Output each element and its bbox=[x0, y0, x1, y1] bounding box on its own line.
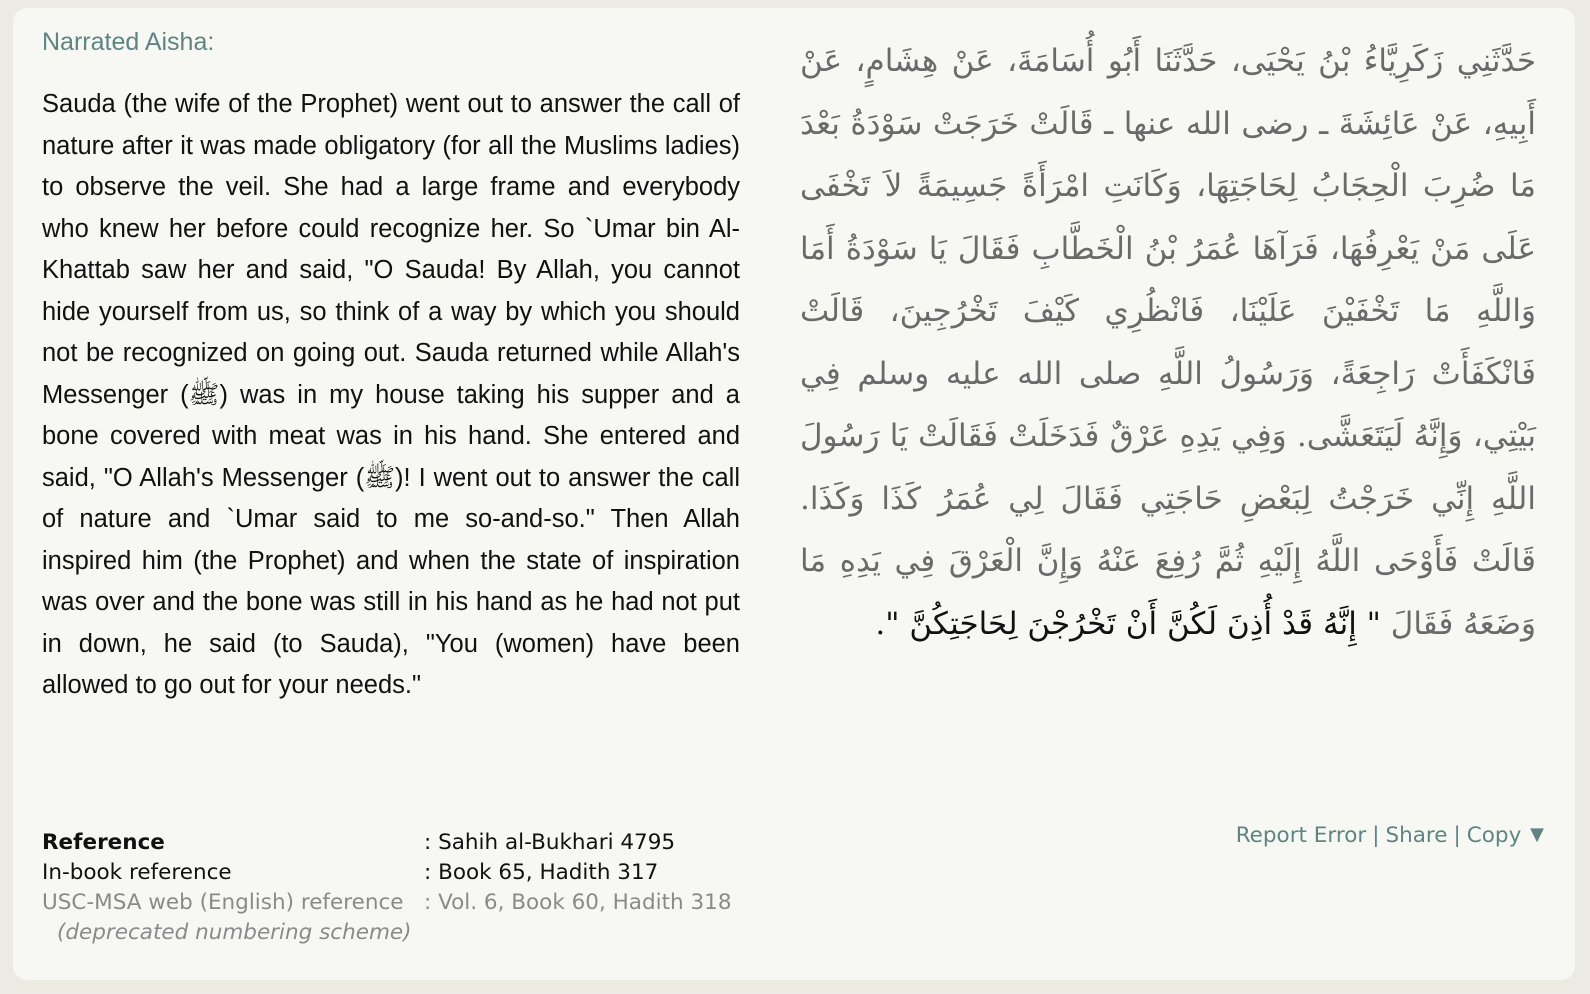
separator: | bbox=[1372, 823, 1380, 848]
arabic-prophet-quote: " إِنَّهُ قَدْ أُذِنَ لَكُنَّ أَنْ تَخْرُجْنَ لِحَاجَتِكُنَّ ". bbox=[875, 605, 1381, 642]
caret-down-icon: ▼ bbox=[1530, 824, 1544, 845]
in-book-reference-value: : Book 65, Hadith 317 bbox=[424, 860, 659, 885]
english-hadith-text: Sauda (the wife of the Prophet) went out to answer the call of nature after it was made obligatory (for all the Muslims ladies) to observe the veil. She had a large frame and everybody who knew her before could recognize her. So `Umar bin Al-Khattab saw her and said, "O Sauda! By Allah, you cannot hide yourself from us, so think of a way by which you should not be recognized on going out. Sauda returned while Allah's Messenger (ﷺ) was in my house taking his supper and a bone covered with meat was in his hand. She entered and said, "O Allah's Messenger (ﷺ)! I went out to answer the call of nature and `Umar said to me so-and-so." Then Allah inspired him (the Prophet) and when the state of inspiration was over and the bone was still in his hand as he had not put in down, he said (to Sauda), "You (women) have been allowed to go out for your needs." bbox=[42, 90, 740, 699]
hadith-actions bbox=[1236, 823, 1544, 848]
arabic-narration: حَدَّثَنِي زَكَرِيَّاءُ بْنُ يَحْيَى، حَدَّثَنَا أَبُو أُسَامَةَ، عَنْ هِشَامٍ، عَنْ أَبِيهِ، عَنْ عَائِشَةَ ـ رضى الله عنها ـ قَالَتْ خَرَجَتْ سَوْدَةُ بَعْدَ مَا ضُرِبَ الْحِجَابُ لِحَاجَتِهَا، وَكَانَتِ امْرَأَةً جَسِيمَةً لاَ تَخْفَى عَلَى مَنْ يَعْرِفُهَا، فَرَآهَا عُمَرُ بْنُ الْخَطَّابِ فَقَالَ يَا سَوْدَةُ أَمَا وَاللَّهِ مَا تَخْفَيْنَ عَلَيْنَا، فَانْظُرِي كَيْفَ تَخْرُجِينَ، قَالَتْ فَانْكَفَأَتْ رَاجِعَةً، وَرَسُولُ اللَّهِ صلى الله عليه وسلم فِي بَيْتِي، وَإِنَّهُ لَيَتَعَشَّى. وَفِي يَدِهِ عَرْقٌ فَدَخَلَتْ فَقَالَتْ يَا رَسُولَ اللَّهِ إِنِّي خَرَجْتُ لِبَعْضِ حَاجَتِي فَقَالَ لِي عُمَرُ كَذَا وَكَذَا. قَالَتْ فَأَوْحَى اللَّهُ إِلَيْهِ ثُمَّ رُفِعَ عَنْهُ وَإِنَّ الْعَرْقَ فِي يَدِهِ مَا وَضَعَهُ فَقَالَ bbox=[800, 43, 1536, 642]
in-book-reference-label: In-book reference bbox=[42, 860, 232, 885]
usc-msa-reference-label: USC-MSA web (English) reference bbox=[42, 890, 404, 915]
reference-label: Reference bbox=[42, 830, 165, 855]
share-link[interactable]: Share bbox=[1385, 823, 1448, 848]
copy-link[interactable] bbox=[1467, 823, 1544, 848]
copy-label: Copy bbox=[1466, 823, 1522, 848]
hadith-card bbox=[13, 8, 1575, 980]
narrator-heading: Narrated Aisha: bbox=[42, 28, 215, 56]
arabic-hadith-text bbox=[800, 30, 1536, 655]
usc-msa-reference-value: : Vol. 6, Book 60, Hadith 318 bbox=[424, 890, 732, 915]
reference-value: : Sahih al-Bukhari 4795 bbox=[424, 830, 676, 855]
deprecated-numbering-note: (deprecated numbering scheme) bbox=[57, 920, 412, 945]
separator: | bbox=[1453, 823, 1461, 848]
report-error-link[interactable]: Report Error bbox=[1235, 823, 1367, 848]
